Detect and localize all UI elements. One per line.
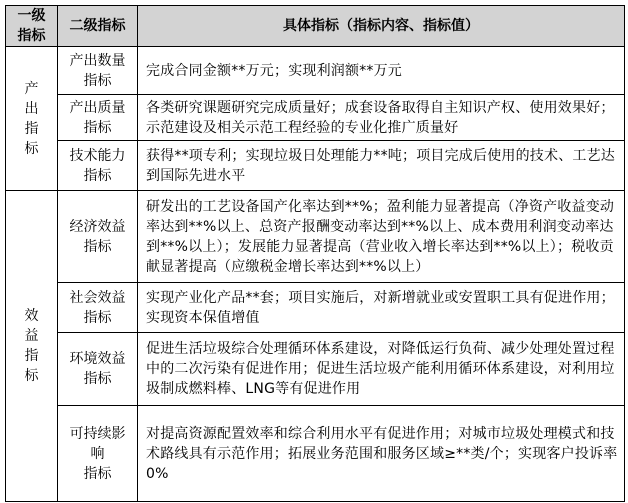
table-header-row bbox=[6, 6, 625, 47]
indicator-detail: 完成合同金额**万元；实现利润额**万元 bbox=[138, 47, 625, 95]
header-level1-line1: 一级 bbox=[17, 8, 46, 24]
table-row bbox=[6, 95, 625, 141]
subindicator-line: 指标 bbox=[83, 119, 112, 136]
indicator-detail: 促进生活垃圾综合处理循环体系建设，对降低运行负荷、减少处理处置过程中的二次污染有促进作用；促进生活垃圾产能利用循环体系建设，对利用垃圾制成燃料棒、LNG等有促进作用 bbox=[138, 333, 625, 406]
subindicator-line: 指标 bbox=[83, 465, 112, 482]
table-row bbox=[6, 333, 625, 406]
subindicator-name bbox=[58, 141, 138, 191]
subindicator-name bbox=[58, 95, 138, 141]
header-level2: 二级指标 bbox=[58, 6, 138, 47]
category-output bbox=[6, 47, 58, 191]
header-level1 bbox=[6, 6, 58, 47]
category-output-label: 产出指标 bbox=[24, 80, 39, 157]
header-level1-line2: 指标 bbox=[17, 28, 46, 44]
subindicator-line: 产出数量 bbox=[69, 52, 126, 69]
indicator-detail: 研发出的工艺设备国产化率达到**%；盈利能力显著提高（净资产收益变动率达到**%以上、总资产报酬变动率达到**%以上、成本费用利润变动率达到**%以上）；发展能力显著提高（营业收入增长率达到**%以上）；税收贡献显著提高（应缴税金增长率达到**%以上） bbox=[138, 191, 625, 283]
subindicator-line: 可持续影 bbox=[69, 425, 126, 442]
subindicator-name bbox=[58, 333, 138, 406]
subindicator-line: 产出质量 bbox=[69, 99, 126, 116]
indicator-detail: 获得**项专利；实现垃圾日处理能力**吨；项目完成后使用的技术、工艺达到国际先进水平 bbox=[138, 141, 625, 191]
subindicator-line: 社会效益 bbox=[69, 289, 126, 306]
indicator-detail: 对提高资源配置效率和综合利用水平有促进作用；对城市垃圾处理模式和技术路线具有示范作用；拓展业务范围和服务区域≥**类/个；实现客户投诉率0% bbox=[138, 406, 625, 502]
table-row bbox=[6, 191, 625, 283]
subindicator-name bbox=[58, 191, 138, 283]
table-row bbox=[6, 283, 625, 333]
table-row bbox=[6, 141, 625, 191]
table-row bbox=[6, 406, 625, 502]
subindicator-line: 环境效益 bbox=[69, 351, 126, 367]
subindicator-line: 指标 bbox=[83, 309, 112, 326]
subindicator-name bbox=[58, 283, 138, 333]
subindicator-name bbox=[58, 47, 138, 95]
subindicator-name bbox=[58, 406, 138, 502]
table-row bbox=[6, 47, 625, 95]
category-benefit bbox=[6, 191, 58, 502]
category-benefit-label: 效益指标 bbox=[24, 308, 39, 384]
subindicator-line: 指标 bbox=[83, 167, 112, 184]
indicator-detail: 各类研究课题研究完成质量好；成套设备取得自主知识产权、使用效果好；示范建设及相关示范工程经验的专业化推广质量好 bbox=[138, 95, 625, 141]
subindicator-line: 响 bbox=[90, 445, 105, 462]
metrics-table bbox=[5, 5, 625, 502]
header-detail: 具体指标（指标内容、指标值） bbox=[138, 6, 625, 47]
subindicator-line: 指标 bbox=[83, 238, 112, 255]
subindicator-line: 技术能力 bbox=[69, 147, 126, 164]
subindicator-line: 经济效益 bbox=[69, 218, 126, 235]
subindicator-line: 指标 bbox=[83, 72, 112, 89]
indicator-detail: 实现产业化产品**套；项目实施后，对新增就业或安置职工具有促进作用；实现资本保值增值 bbox=[138, 283, 625, 333]
subindicator-line: 指标 bbox=[83, 371, 112, 387]
